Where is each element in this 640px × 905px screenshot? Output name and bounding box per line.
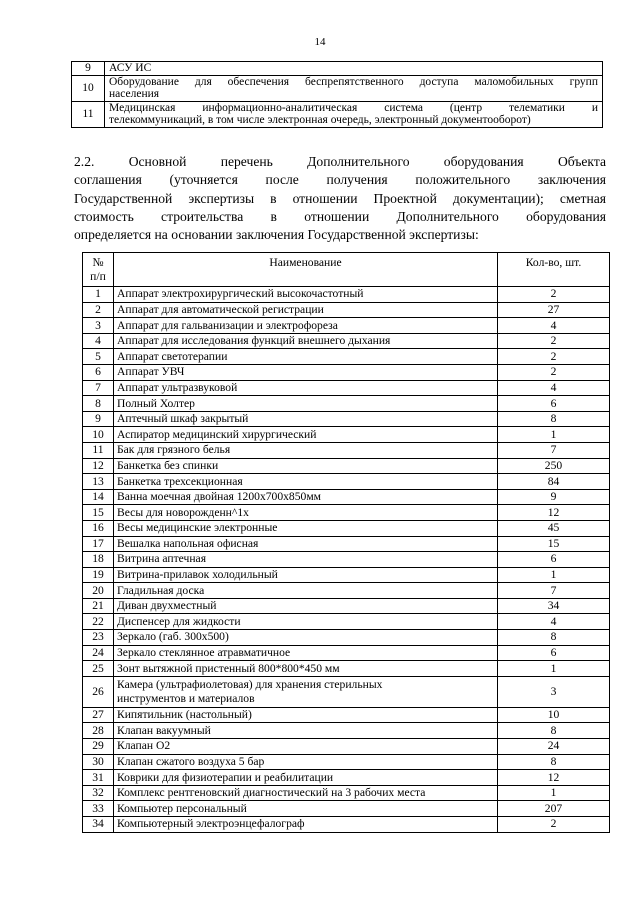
row-name: Коврики для физиотерапии и реабилитации — [114, 770, 498, 786]
row-quantity: 12 — [498, 505, 610, 521]
row-quantity: 1 — [498, 567, 610, 583]
row-name: Компьютерный электроэнцефалограф — [114, 817, 498, 833]
row-number: 15 — [83, 505, 114, 521]
row-name: Зеркало стеклянное атравматичное — [114, 645, 498, 661]
row-quantity: 10 — [498, 707, 610, 723]
row-number: 18 — [83, 552, 114, 568]
table-row — [83, 567, 610, 583]
row-quantity: 8 — [498, 754, 610, 770]
row-quantity: 24 — [498, 739, 610, 755]
row-number: 7 — [83, 380, 114, 396]
row-quantity: 27 — [498, 302, 610, 318]
row-quantity: 45 — [498, 520, 610, 536]
row-number: 4 — [83, 333, 114, 349]
table-row — [83, 598, 610, 614]
row-name: Диспенсер для жидкости — [114, 614, 498, 630]
section-paragraph — [74, 153, 606, 244]
row-quantity: 7 — [498, 442, 610, 458]
table-row — [83, 723, 610, 739]
row-text-line: АСУ ИС — [109, 62, 152, 74]
row-number: 9 — [72, 62, 105, 76]
table-row — [83, 442, 610, 458]
row-quantity: 2 — [498, 349, 610, 365]
paragraph-line: Государственной экспертизы в отношении Проектной документации); сметная — [74, 190, 606, 206]
equipment-table — [82, 252, 610, 833]
table-row — [83, 396, 610, 412]
row-quantity: 4 — [498, 380, 610, 396]
row-number: 14 — [83, 489, 114, 505]
row-number: 19 — [83, 567, 114, 583]
row-number: 10 — [83, 427, 114, 443]
table-row — [83, 630, 610, 646]
table-row — [83, 474, 610, 490]
row-name: Аппарат для гальванизации и электрофореза — [114, 318, 498, 334]
row-quantity: 84 — [498, 474, 610, 490]
row-name: Кипятильник (настольный) — [114, 707, 498, 723]
row-number: 29 — [83, 739, 114, 755]
row-name: Аппарат УВЧ — [114, 364, 498, 380]
row-number: 22 — [83, 614, 114, 630]
row-quantity: 2 — [498, 333, 610, 349]
row-text — [105, 75, 603, 101]
row-number: 12 — [83, 458, 114, 474]
row-quantity: 6 — [498, 552, 610, 568]
row-name: Аспиратор медицинский хирургический — [114, 427, 498, 443]
row-name: Полный Холтер — [114, 396, 498, 412]
row-number: 25 — [83, 661, 114, 677]
row-name: Аппарат для автоматической регистрации — [114, 302, 498, 318]
row-quantity: 6 — [498, 396, 610, 412]
row-quantity: 15 — [498, 536, 610, 552]
row-number: 16 — [83, 520, 114, 536]
table-row — [83, 349, 610, 365]
table-row — [83, 364, 610, 380]
header-num — [83, 253, 114, 287]
paragraph-line: соглашения (уточняется после получения положительного заключения — [74, 172, 606, 188]
row-number: 26 — [83, 676, 114, 707]
table-row — [83, 661, 610, 677]
table-row — [72, 75, 603, 101]
row-text-line: Оборудование для обеспечения беспрепятственного доступа маломобильных групп — [109, 75, 598, 88]
row-number: 33 — [83, 801, 114, 817]
row-name: Витрина аптечная — [114, 552, 498, 568]
row-quantity: 2 — [498, 287, 610, 303]
row-number: 24 — [83, 645, 114, 661]
row-name: Диван двухместный — [114, 598, 498, 614]
row-name: Зонт вытяжной пристенный 800*800*450 мм — [114, 661, 498, 677]
table-row — [83, 754, 610, 770]
row-name: Зеркало (габ. 300x500) — [114, 630, 498, 646]
row-quantity: 7 — [498, 583, 610, 599]
row-number: 17 — [83, 536, 114, 552]
page-number: 14 — [314, 36, 326, 48]
row-name: Банкетка без спинки — [114, 458, 498, 474]
header-qty: Кол-во, шт. — [498, 253, 610, 287]
row-number: 1 — [83, 287, 114, 303]
table-row — [83, 552, 610, 568]
table-row — [83, 505, 610, 521]
row-name: Аппарат ультразвуковой — [114, 380, 498, 396]
row-number: 11 — [72, 101, 105, 127]
row-quantity: 9 — [498, 489, 610, 505]
table-row — [72, 62, 603, 76]
row-text-line: телекоммуникаций, в том числе электронная очередь, электронный документооборот) — [109, 114, 531, 126]
paragraph-line: 2.2. Основной перечень Дополнительного оборудования Объекта — [74, 154, 606, 169]
row-name: Аппарат светотерапии — [114, 349, 498, 365]
table-row — [83, 287, 610, 303]
row-number: 3 — [83, 318, 114, 334]
row-name: Компьютер персональный — [114, 801, 498, 817]
row-quantity: 2 — [498, 364, 610, 380]
row-text — [105, 62, 603, 76]
row-quantity: 1 — [498, 661, 610, 677]
row-number: 28 — [83, 723, 114, 739]
row-quantity: 8 — [498, 411, 610, 427]
row-name-line: Камера (ультрафиолетовая) для хранения стерильных — [117, 678, 383, 692]
row-quantity: 250 — [498, 458, 610, 474]
row-quantity: 2 — [498, 817, 610, 833]
row-number: 10 — [72, 75, 105, 101]
table-row — [83, 489, 610, 505]
row-number: 8 — [83, 396, 114, 412]
row-number: 2 — [83, 302, 114, 318]
row-name: Витрина-прилавок холодильный — [114, 567, 498, 583]
row-number: 31 — [83, 770, 114, 786]
row-name: Весы для новорожденн^1х — [114, 505, 498, 521]
table-row — [72, 101, 603, 127]
table-row — [83, 614, 610, 630]
row-name: Банкетка трехсекционная — [114, 474, 498, 490]
row-quantity: 207 — [498, 801, 610, 817]
row-number: 9 — [83, 411, 114, 427]
table-row — [83, 785, 610, 801]
row-number: 21 — [83, 598, 114, 614]
table-row — [83, 302, 610, 318]
row-name: Аппарат электрохирургический высокочастотный — [114, 287, 498, 303]
row-name: Гладильная доска — [114, 583, 498, 599]
row-quantity: 8 — [498, 723, 610, 739]
row-name: Ванна моечная двойная 1200x700x850мм — [114, 489, 498, 505]
row-text-line: Медицинская информационно-аналитическая система (центр телематики и — [109, 101, 598, 114]
table-row — [83, 645, 610, 661]
row-text — [105, 101, 603, 127]
row-name: Клапан О2 — [114, 739, 498, 755]
table-row — [83, 411, 610, 427]
row-number: 27 — [83, 707, 114, 723]
header-num-line1: № — [92, 255, 104, 269]
row-name — [114, 676, 498, 707]
table-row — [83, 739, 610, 755]
row-quantity: 3 — [498, 676, 610, 707]
row-quantity: 34 — [498, 598, 610, 614]
row-name: Бак для грязного белья — [114, 442, 498, 458]
table-row — [83, 536, 610, 552]
table-row — [83, 817, 610, 833]
table-row — [83, 458, 610, 474]
row-number: 23 — [83, 630, 114, 646]
table-header-row — [83, 253, 610, 287]
row-number: 11 — [83, 442, 114, 458]
table-row — [83, 707, 610, 723]
table-row — [83, 770, 610, 786]
row-name: Комплекс рентгеновский диагностический на 3 рабочих места — [114, 785, 498, 801]
row-number: 34 — [83, 817, 114, 833]
row-name: Аптечный шкаф закрытый — [114, 411, 498, 427]
table-row — [83, 318, 610, 334]
row-quantity: 1 — [498, 427, 610, 443]
row-quantity: 1 — [498, 785, 610, 801]
row-quantity: 4 — [498, 318, 610, 334]
row-name: Весы медицинские электронные — [114, 520, 498, 536]
row-name: Аппарат для исследования функций внешнего дыхания — [114, 333, 498, 349]
table-row — [83, 333, 610, 349]
table-row — [83, 380, 610, 396]
row-number: 13 — [83, 474, 114, 490]
row-quantity: 12 — [498, 770, 610, 786]
row-number: 20 — [83, 583, 114, 599]
table-row — [83, 676, 610, 707]
row-number: 30 — [83, 754, 114, 770]
paragraph-line: определяется на основании заключения Государственной экспертизы: — [74, 227, 479, 243]
row-name: Клапан вакуумный — [114, 723, 498, 739]
header-name: Наименование — [114, 253, 498, 287]
table-row — [83, 583, 610, 599]
row-quantity: 6 — [498, 645, 610, 661]
continuation-table — [71, 61, 603, 128]
row-name: Вешалка напольная офисная — [114, 536, 498, 552]
table-row — [83, 427, 610, 443]
row-number: 5 — [83, 349, 114, 365]
row-quantity: 8 — [498, 630, 610, 646]
row-quantity: 4 — [498, 614, 610, 630]
header-num-line2: п/п — [90, 269, 106, 283]
row-text-line: населения — [109, 88, 160, 100]
table-row — [83, 801, 610, 817]
row-number: 32 — [83, 785, 114, 801]
row-name: Клапан сжатого воздуха 5 бар — [114, 754, 498, 770]
row-name-line: инструментов и материалов — [117, 691, 255, 705]
row-number: 6 — [83, 364, 114, 380]
paragraph-line: стоимость строительства в отношении Дополнительного оборудования — [74, 208, 606, 224]
table-row — [83, 520, 610, 536]
